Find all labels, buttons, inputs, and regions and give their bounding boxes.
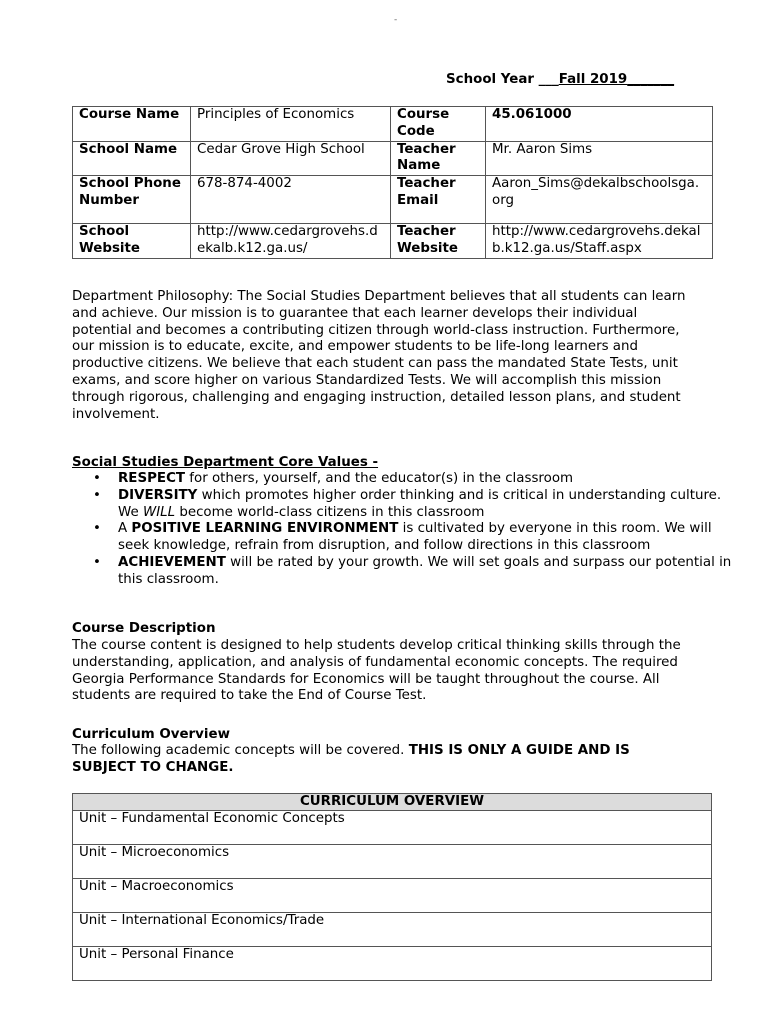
school-website-link[interactable]: http://www.cedargrovehs.dekalb.k12.ga.us/ [191, 224, 391, 259]
core-values-list [72, 471, 744, 589]
unit-fundamental-concepts: Unit – Fundamental Economic Concepts [73, 811, 712, 845]
school-phone-value: 678-874-4002 [191, 176, 391, 224]
course-code-value: 45.061000 [486, 107, 713, 142]
course-info-table [72, 106, 713, 259]
list-item: • ACHIEVEMENT will be rated by your growth. We will set goals and surpass our potential in this classroom. [93, 554, 732, 587]
unit-microeconomics: Unit – Microeconomics [73, 845, 712, 879]
list-item: • A POSITIVE LEARNING ENVIRONMENT is cultivated by everyone in this room. We will seek knowledge, refrain from disruption, and follow directions in this classroom [93, 521, 712, 554]
teacher-website-label: Teacher Website [391, 224, 486, 259]
unit-macroeconomics: Unit – Macroeconomics [73, 879, 712, 913]
curriculum-table [72, 793, 712, 981]
school-year [446, 72, 674, 89]
value-respect: RESPECT [118, 471, 186, 486]
teacher-email-link[interactable]: Aaron_Sims@dekalbschoolsga.org [486, 176, 713, 224]
curriculum-disclaimer: THIS IS ONLY A GUIDE AND IS SUBJECT TO CHANGE. [72, 743, 630, 775]
school-phone-label: School Phone Number [73, 176, 191, 224]
school-year-value: Fall 2019_______ [558, 72, 675, 87]
course-code-label: Course Code [391, 107, 486, 142]
table-row [73, 879, 712, 913]
value-positive-learning: POSITIVE LEARNING ENVIRONMENT [131, 521, 399, 537]
school-name-label: School Name [73, 141, 191, 176]
curriculum-overview-text: The following academic concepts will be covered. THIS IS ONLY A GUIDE AND IS SUBJECT TO CHANGE. [72, 743, 630, 775]
course-name-label: Course Name [73, 107, 191, 142]
table-row [73, 141, 713, 176]
course-description-heading: Course Description [72, 621, 216, 636]
school-name-value: Cedar Grove High School [191, 141, 391, 176]
unit-international: Unit – International Economics/Trade [73, 913, 712, 947]
header-mark: - [394, 15, 398, 25]
curriculum-overview-heading: Curriculum Overview [72, 727, 230, 742]
school-website-label: School Website [73, 224, 191, 259]
bullet-icon: • [93, 521, 101, 537]
table-row [73, 811, 712, 845]
table-row [73, 176, 713, 224]
table-row [73, 913, 712, 947]
course-name-value: Principles of Economics [191, 107, 391, 142]
value-achievement: ACHIEVEMENT [118, 554, 226, 570]
core-values-heading: Social Studies Department Core Values - [72, 455, 379, 470]
teacher-name-value: Mr. Aaron Sims [486, 141, 713, 176]
teacher-name-label: Teacher Name [391, 141, 486, 176]
table-row [73, 947, 712, 981]
bullet-icon: • [93, 487, 101, 503]
teacher-email-label: Teacher Email [391, 176, 486, 224]
value-diversity: DIVERSITY [118, 487, 198, 503]
bullet-icon: • [93, 471, 101, 486]
bullet-icon: • [93, 554, 101, 570]
list-item: • RESPECT for others, yourself, and the educator(s) in the classroom [93, 471, 574, 486]
unit-personal-finance: Unit – Personal Finance [73, 947, 712, 981]
school-year-label: School Year ___ [446, 72, 559, 87]
teacher-website-link[interactable]: http://www.cedargrovehs.dekalb.k12.ga.us/Staff.aspx [486, 224, 713, 259]
list-item: • DIVERSITY which promotes higher order thinking and is critical in understanding culture. We WILL become world-class citizens in this classroom [93, 487, 722, 520]
curriculum-table-header: CURRICULUM OVERVIEW [73, 794, 712, 811]
department-philosophy: Department Philosophy: The Social Studies Department believes that all students can learn and achieve. Our mission is to guarantee that each learner develops their individual potential and becomes a contributing citizen through world-class instruction. Furthermore, our mission is to educate, excite, and empower students to be life-long learners and productive citizens. We believe that each student can pass the mandated State Tests, unit exams, and score higher on various Standardized Tests. We will accomplish this mission through rigorous, challenging and engaging instruction, detailed lesson plans, and student involvement. [72, 289, 686, 422]
table-row [73, 224, 713, 259]
table-row [73, 107, 713, 142]
course-description-text: The course content is designed to help students develop critical thinking skills through the understanding, application, and analysis of fundamental economic concepts. The required Georgia Performance Standards for Economics will be taught throughout the course. All students are required to take the End of Course Test. [72, 638, 681, 704]
table-row [73, 845, 712, 879]
